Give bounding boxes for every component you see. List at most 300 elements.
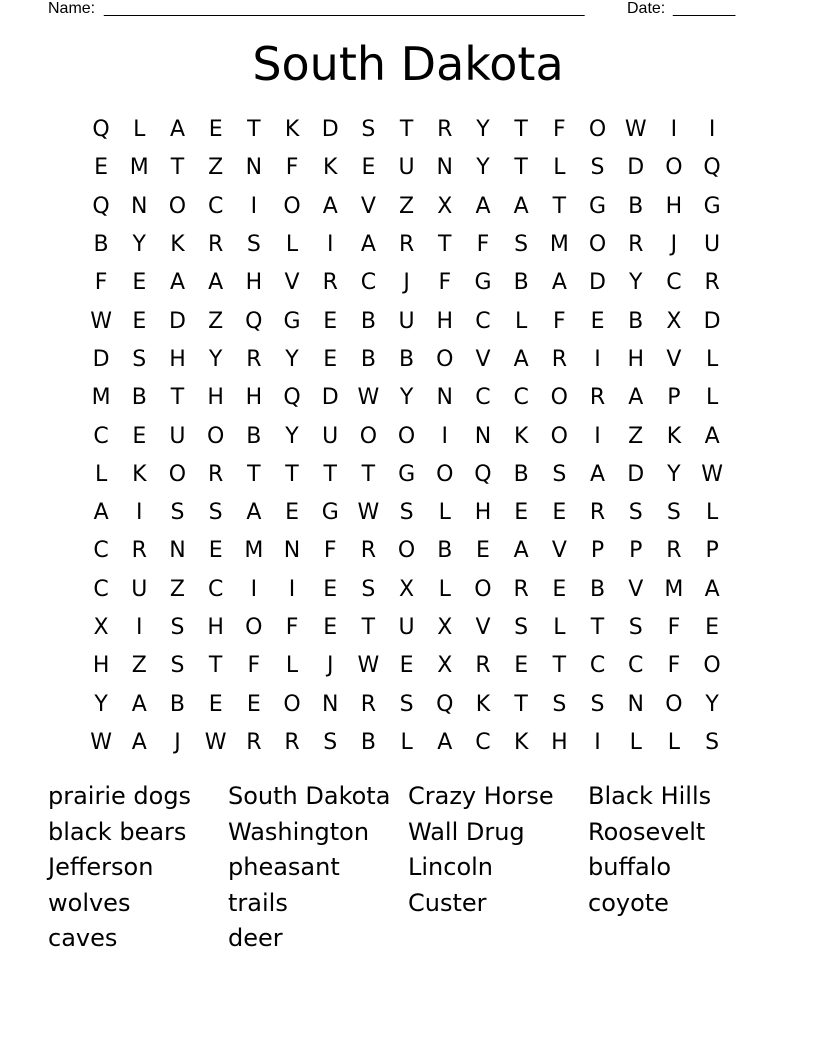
- grid-letter: E: [552, 576, 567, 602]
- grid-letter: Y: [94, 691, 108, 717]
- grid-letter: C: [207, 576, 224, 602]
- word-bank-item: trails: [228, 888, 288, 917]
- grid-letter: E: [132, 423, 147, 449]
- word-bank-item: Black Hills: [588, 782, 712, 810]
- grid-letter: R: [360, 691, 377, 717]
- grid-letter: H: [551, 729, 568, 755]
- grid-letter: X: [399, 576, 415, 602]
- grid-letter: Q: [436, 691, 454, 717]
- grid-letter: L: [285, 653, 299, 679]
- grid-letter: L: [705, 346, 719, 372]
- grid-letter: A: [169, 270, 185, 296]
- grid-letter: Q: [245, 308, 263, 334]
- grid-letter: A: [131, 691, 147, 717]
- grid-letter: W: [357, 500, 380, 526]
- grid-letter: E: [399, 653, 414, 679]
- grid-letter: H: [92, 653, 110, 679]
- grid-letter: U: [704, 232, 721, 258]
- grid-letter: C: [93, 576, 109, 602]
- grid-letter: S: [170, 500, 185, 526]
- grid-letter: U: [131, 576, 148, 602]
- grid-row: [82, 417, 732, 455]
- grid-letter: W: [90, 308, 112, 334]
- grid-letter: O: [397, 423, 416, 449]
- grid-letter: Q: [92, 117, 110, 143]
- grid-letter: L: [515, 308, 528, 334]
- grid-letter: S: [246, 232, 261, 258]
- grid-letter: S: [514, 232, 529, 258]
- grid-letter: N: [131, 193, 148, 219]
- grid-letter: X: [93, 615, 109, 640]
- grid-letter: R: [208, 461, 224, 487]
- grid-letter: H: [245, 270, 263, 296]
- grid-letter: L: [438, 576, 451, 602]
- grid-letter: F: [323, 538, 337, 564]
- grid-letter: M: [664, 576, 684, 602]
- grid-letter: S: [590, 155, 605, 181]
- grid-letter: I: [250, 193, 258, 219]
- grid-letter: Z: [399, 193, 415, 219]
- grid-letter: M: [244, 538, 264, 564]
- grid-letter: R: [208, 232, 224, 258]
- grid-row: [82, 111, 732, 149]
- grid-letter: E: [323, 576, 338, 602]
- grid-letter: R: [284, 729, 300, 755]
- grid-letter: Y: [132, 232, 146, 258]
- grid-letter: A: [704, 576, 720, 602]
- grid-letter: N: [474, 423, 492, 449]
- grid-letter: A: [360, 232, 376, 258]
- word-bank-item: Roosevelt: [588, 817, 706, 846]
- grid-letter: K: [475, 691, 491, 717]
- grid-letter: I: [670, 117, 678, 143]
- grid-row: [82, 341, 732, 379]
- grid-letter: E: [285, 500, 299, 526]
- grid-letter: D: [321, 385, 339, 411]
- grid-letter: D: [321, 117, 339, 143]
- grid-letter: I: [441, 423, 449, 449]
- grid-letter: B: [360, 729, 376, 755]
- grid-letter: Y: [667, 461, 681, 487]
- grid-letter: F: [285, 615, 299, 640]
- grid-letter: Y: [476, 117, 490, 143]
- grid-letter: D: [589, 270, 606, 296]
- grid-letter: S: [590, 691, 605, 717]
- grid-letter: L: [438, 500, 451, 526]
- grid-letter: T: [552, 193, 567, 219]
- grid-letter: R: [666, 538, 682, 564]
- grid-letter: A: [322, 193, 338, 219]
- grid-letter: O: [588, 232, 607, 258]
- grid-letter: B: [513, 270, 529, 296]
- grid-letter: P: [629, 538, 643, 564]
- grid-letter: O: [665, 691, 683, 717]
- grid-letter: F: [247, 653, 261, 679]
- grid-letter: O: [283, 193, 301, 219]
- grid-letter: B: [628, 308, 644, 334]
- grid-letter: I: [136, 500, 143, 526]
- grid-letter: N: [436, 385, 454, 411]
- word-bank-item: wolves: [48, 888, 131, 917]
- grid-letter: K: [513, 729, 529, 755]
- grid-letter: A: [169, 117, 185, 143]
- grid-letter: V: [628, 576, 644, 602]
- grid-letter: J: [326, 653, 334, 679]
- grid-letter: J: [403, 270, 410, 296]
- grid-letter: G: [589, 193, 607, 219]
- grid-letter: A: [628, 385, 644, 411]
- date-blank-line: _______: [673, 0, 736, 17]
- grid-letter: O: [474, 576, 492, 602]
- grid-letter: R: [131, 538, 147, 564]
- grid-letter: E: [361, 155, 376, 181]
- grid-letter: K: [132, 461, 147, 487]
- grid-letter: Y: [285, 423, 299, 449]
- grid-letter: Y: [208, 346, 223, 372]
- grid-letter: N: [283, 538, 301, 564]
- grid-letter: Q: [474, 461, 492, 487]
- grid-letter: V: [666, 346, 682, 372]
- grid-letter: E: [208, 691, 223, 717]
- grid-letter: K: [513, 423, 529, 449]
- grid-letter: Y: [628, 270, 643, 296]
- grid-letter: B: [437, 538, 453, 564]
- grid-letter: U: [398, 615, 415, 640]
- word-bank-item: Jefferson: [48, 853, 154, 881]
- grid-letter: E: [476, 538, 490, 564]
- grid-letter: G: [474, 270, 492, 296]
- grid-letter: C: [628, 653, 644, 679]
- grid-letter: E: [514, 653, 529, 679]
- grid-row: [82, 226, 732, 264]
- grid-letter: A: [93, 500, 109, 526]
- grid-letter: O: [588, 117, 607, 143]
- grid-letter: E: [132, 308, 147, 334]
- grid-letter: B: [93, 232, 109, 258]
- grid-letter: B: [131, 385, 147, 411]
- grid-letter: X: [437, 615, 453, 640]
- grid-letter: T: [323, 461, 337, 487]
- grid-letter: R: [704, 270, 720, 296]
- grid-letter: S: [514, 615, 529, 640]
- grid-letter: H: [207, 385, 224, 411]
- grid-letter: G: [321, 500, 339, 526]
- grid-letter: R: [246, 346, 262, 372]
- grid-letter: D: [168, 308, 186, 334]
- grid-letter: A: [704, 423, 720, 449]
- grid-row: [82, 379, 732, 417]
- grid-letter: L: [133, 117, 146, 143]
- grid-letter: E: [132, 270, 147, 296]
- grid-letter: F: [553, 117, 566, 143]
- grid-letter: A: [551, 270, 567, 296]
- grid-row: [82, 149, 732, 187]
- grid-row: [82, 647, 732, 685]
- name-label: Name:: [48, 0, 96, 17]
- grid-letter: Y: [705, 691, 719, 717]
- grid-letter: P: [705, 538, 719, 564]
- grid-letter: B: [169, 691, 186, 717]
- grid-row: [82, 494, 732, 532]
- grid-letter: H: [169, 346, 186, 372]
- word-bank: [48, 779, 768, 957]
- grid-letter: E: [208, 538, 223, 564]
- grid-letter: O: [550, 423, 568, 449]
- grid-letter: T: [170, 385, 185, 411]
- grid-letter: A: [590, 461, 606, 487]
- grid-letter: K: [284, 117, 300, 143]
- grid-letter: L: [553, 615, 566, 640]
- grid-letter: O: [550, 385, 568, 411]
- grid-letter: Z: [208, 308, 224, 334]
- grid-letter: I: [326, 232, 334, 258]
- grid-letter: F: [553, 308, 566, 334]
- grid-letter: A: [437, 729, 453, 755]
- grid-letter: F: [667, 653, 681, 679]
- letter-grid: [82, 111, 732, 762]
- grid-letter: Q: [703, 155, 721, 181]
- grid-letter: T: [247, 461, 261, 487]
- word-bank-item: South Dakota: [228, 782, 391, 810]
- grid-letter: J: [174, 729, 181, 755]
- grid-letter: I: [594, 346, 601, 372]
- grid-row: [82, 188, 732, 226]
- grid-letter: B: [589, 576, 606, 602]
- grid-letter: W: [624, 117, 647, 143]
- worksheet-header: [48, 0, 748, 20]
- grid-row: [82, 532, 732, 570]
- grid-letter: Z: [169, 576, 185, 602]
- grid-letter: E: [323, 615, 338, 640]
- grid-letter: O: [436, 461, 454, 487]
- grid-letter: Y: [399, 385, 414, 411]
- grid-letter: M: [91, 385, 111, 411]
- grid-letter: O: [359, 423, 378, 449]
- grid-letter: E: [705, 615, 720, 640]
- grid-letter: I: [136, 615, 143, 640]
- grid-letter: V: [360, 193, 376, 219]
- grid-letter: V: [551, 538, 567, 564]
- grid-letter: R: [322, 270, 338, 296]
- grid-letter: R: [475, 653, 491, 679]
- grid-letter: S: [323, 729, 338, 755]
- grid-letter: U: [398, 308, 415, 334]
- grid-letter: S: [361, 576, 376, 602]
- grid-letter: R: [628, 232, 644, 258]
- word-bank-item: Crazy Horse: [408, 782, 554, 810]
- grid-letter: T: [590, 615, 605, 640]
- grid-letter: S: [552, 461, 567, 487]
- grid-letter: Q: [283, 385, 301, 411]
- grid-letter: Y: [476, 155, 490, 181]
- grid-letter: Y: [285, 346, 299, 372]
- grid-letter: C: [93, 423, 109, 449]
- grid-letter: C: [475, 308, 491, 334]
- grid-letter: G: [398, 461, 416, 487]
- grid-letter: S: [666, 500, 681, 526]
- grid-letter: G: [283, 308, 301, 334]
- grid-letter: F: [285, 155, 299, 181]
- grid-letter: C: [475, 729, 491, 755]
- grid-letter: H: [627, 346, 644, 372]
- word-bank-item: Custer: [408, 888, 487, 917]
- word-bank-item: deer: [228, 924, 283, 952]
- grid-letter: M: [549, 232, 569, 258]
- grid-letter: W: [701, 461, 723, 487]
- grid-letter: A: [513, 538, 529, 564]
- grid-letter: H: [207, 615, 224, 640]
- date-label: Date:: [627, 0, 666, 17]
- grid-letter: O: [397, 538, 416, 564]
- grid-row: [82, 685, 732, 723]
- word-bank-item: black bears: [48, 817, 187, 846]
- grid-letter: L: [400, 729, 413, 755]
- grid-letter: L: [94, 461, 108, 487]
- grid-letter: C: [360, 270, 377, 296]
- grid-letter: T: [514, 691, 528, 717]
- grid-letter: R: [513, 576, 529, 602]
- grid-letter: I: [708, 117, 716, 143]
- grid-letter: T: [552, 653, 567, 679]
- grid-letter: O: [168, 193, 187, 219]
- grid-letter: R: [246, 729, 262, 755]
- grid-letter: T: [208, 653, 223, 679]
- grid-letter: U: [322, 423, 339, 449]
- grid-letter: O: [703, 653, 721, 679]
- grid-letter: P: [590, 538, 605, 564]
- grid-letter: A: [513, 193, 529, 219]
- grid-letter: R: [398, 232, 415, 258]
- grid-letter: E: [514, 500, 529, 526]
- grid-letter: I: [594, 729, 601, 755]
- grid-letter: C: [207, 193, 224, 219]
- grid-letter: J: [670, 232, 678, 258]
- grid-letter: D: [92, 346, 110, 372]
- grid-letter: K: [323, 155, 338, 181]
- grid-letter: T: [361, 615, 376, 640]
- grid-letter: R: [360, 538, 377, 564]
- grid-letter: D: [703, 308, 721, 334]
- grid-letter: S: [628, 615, 643, 640]
- grid-letter: N: [436, 155, 454, 181]
- grid-letter: E: [246, 691, 261, 717]
- grid-letter: B: [360, 308, 376, 334]
- grid-letter: W: [357, 385, 380, 411]
- grid-letter: E: [552, 500, 567, 526]
- grid-letter: V: [475, 346, 491, 372]
- grid-letter: A: [131, 729, 147, 755]
- grid-letter: A: [513, 346, 529, 372]
- grid-letter: T: [514, 117, 528, 143]
- grid-letter: T: [361, 461, 376, 487]
- grid-row: [82, 609, 732, 647]
- grid-letter: C: [513, 385, 529, 411]
- grid-letter: E: [590, 308, 605, 334]
- grid-letter: R: [589, 500, 606, 526]
- grid-letter: T: [247, 117, 261, 143]
- grid-letter: T: [514, 155, 528, 181]
- grid-letter: F: [476, 232, 490, 258]
- grid-letter: N: [627, 691, 644, 717]
- grid-letter: I: [250, 576, 258, 602]
- grid-row: [82, 264, 732, 302]
- grid-letter: N: [245, 155, 263, 181]
- grid-letter: O: [436, 346, 454, 372]
- grid-letter: Z: [208, 155, 224, 181]
- grid-letter: A: [475, 193, 491, 219]
- grid-letter: B: [246, 423, 262, 449]
- grid-letter: H: [474, 500, 492, 526]
- grid-letter: S: [132, 346, 147, 372]
- grid-letter: B: [628, 193, 644, 219]
- grid-letter: X: [666, 308, 682, 334]
- grid-row: [82, 302, 732, 340]
- grid-letter: O: [283, 691, 301, 717]
- grid-letter: B: [360, 346, 376, 372]
- grid-letter: L: [705, 500, 719, 526]
- grid-letter: Z: [131, 653, 147, 679]
- grid-letter: O: [168, 461, 187, 487]
- word-bank-item: Lincoln: [408, 853, 494, 881]
- grid-letter: C: [666, 270, 682, 296]
- grid-letter: F: [667, 615, 681, 640]
- grid-letter: R: [551, 346, 567, 372]
- grid-letter: O: [665, 155, 683, 181]
- grid-letter: E: [94, 155, 109, 181]
- grid-letter: L: [667, 729, 681, 755]
- grid-letter: A: [208, 270, 224, 296]
- grid-letter: V: [475, 615, 491, 640]
- word-bank-item: pheasant: [228, 853, 340, 881]
- grid-letter: C: [589, 653, 606, 679]
- grid-letter: B: [399, 346, 415, 372]
- grid-letter: X: [437, 653, 453, 679]
- grid-letter: T: [399, 117, 414, 143]
- grid-letter: D: [627, 461, 645, 487]
- grid-letter: R: [437, 117, 453, 143]
- grid-letter: L: [553, 155, 566, 181]
- grid-letter: U: [398, 155, 415, 181]
- grid-letter: M: [129, 155, 149, 181]
- name-blank-line: ______________________________________________________: [104, 0, 585, 17]
- grid-letter: N: [169, 538, 186, 564]
- grid-letter: S: [705, 729, 720, 755]
- word-bank-item: caves: [48, 924, 118, 952]
- grid-letter: C: [93, 538, 109, 564]
- grid-letter: T: [170, 155, 185, 181]
- grid-letter: I: [288, 576, 296, 602]
- grid-letter: Z: [628, 423, 644, 449]
- grid-letter: W: [357, 653, 380, 679]
- grid-letter: L: [705, 385, 719, 411]
- grid-letter: S: [552, 691, 567, 717]
- grid-letter: R: [589, 385, 606, 411]
- grid-letter: N: [321, 691, 339, 717]
- grid-letter: F: [438, 270, 452, 296]
- grid-letter: X: [437, 193, 453, 219]
- grid-row: [82, 456, 732, 494]
- grid-letter: S: [361, 117, 376, 143]
- grid-letter: H: [245, 385, 263, 411]
- grid-letter: L: [629, 729, 642, 755]
- grid-letter: S: [170, 615, 185, 640]
- grid-row: [82, 724, 732, 762]
- grid-letter: B: [513, 461, 529, 487]
- grid-letter: K: [666, 423, 682, 449]
- grid-letter: H: [436, 308, 454, 334]
- grid-letter: I: [594, 423, 601, 449]
- grid-row: [82, 571, 732, 609]
